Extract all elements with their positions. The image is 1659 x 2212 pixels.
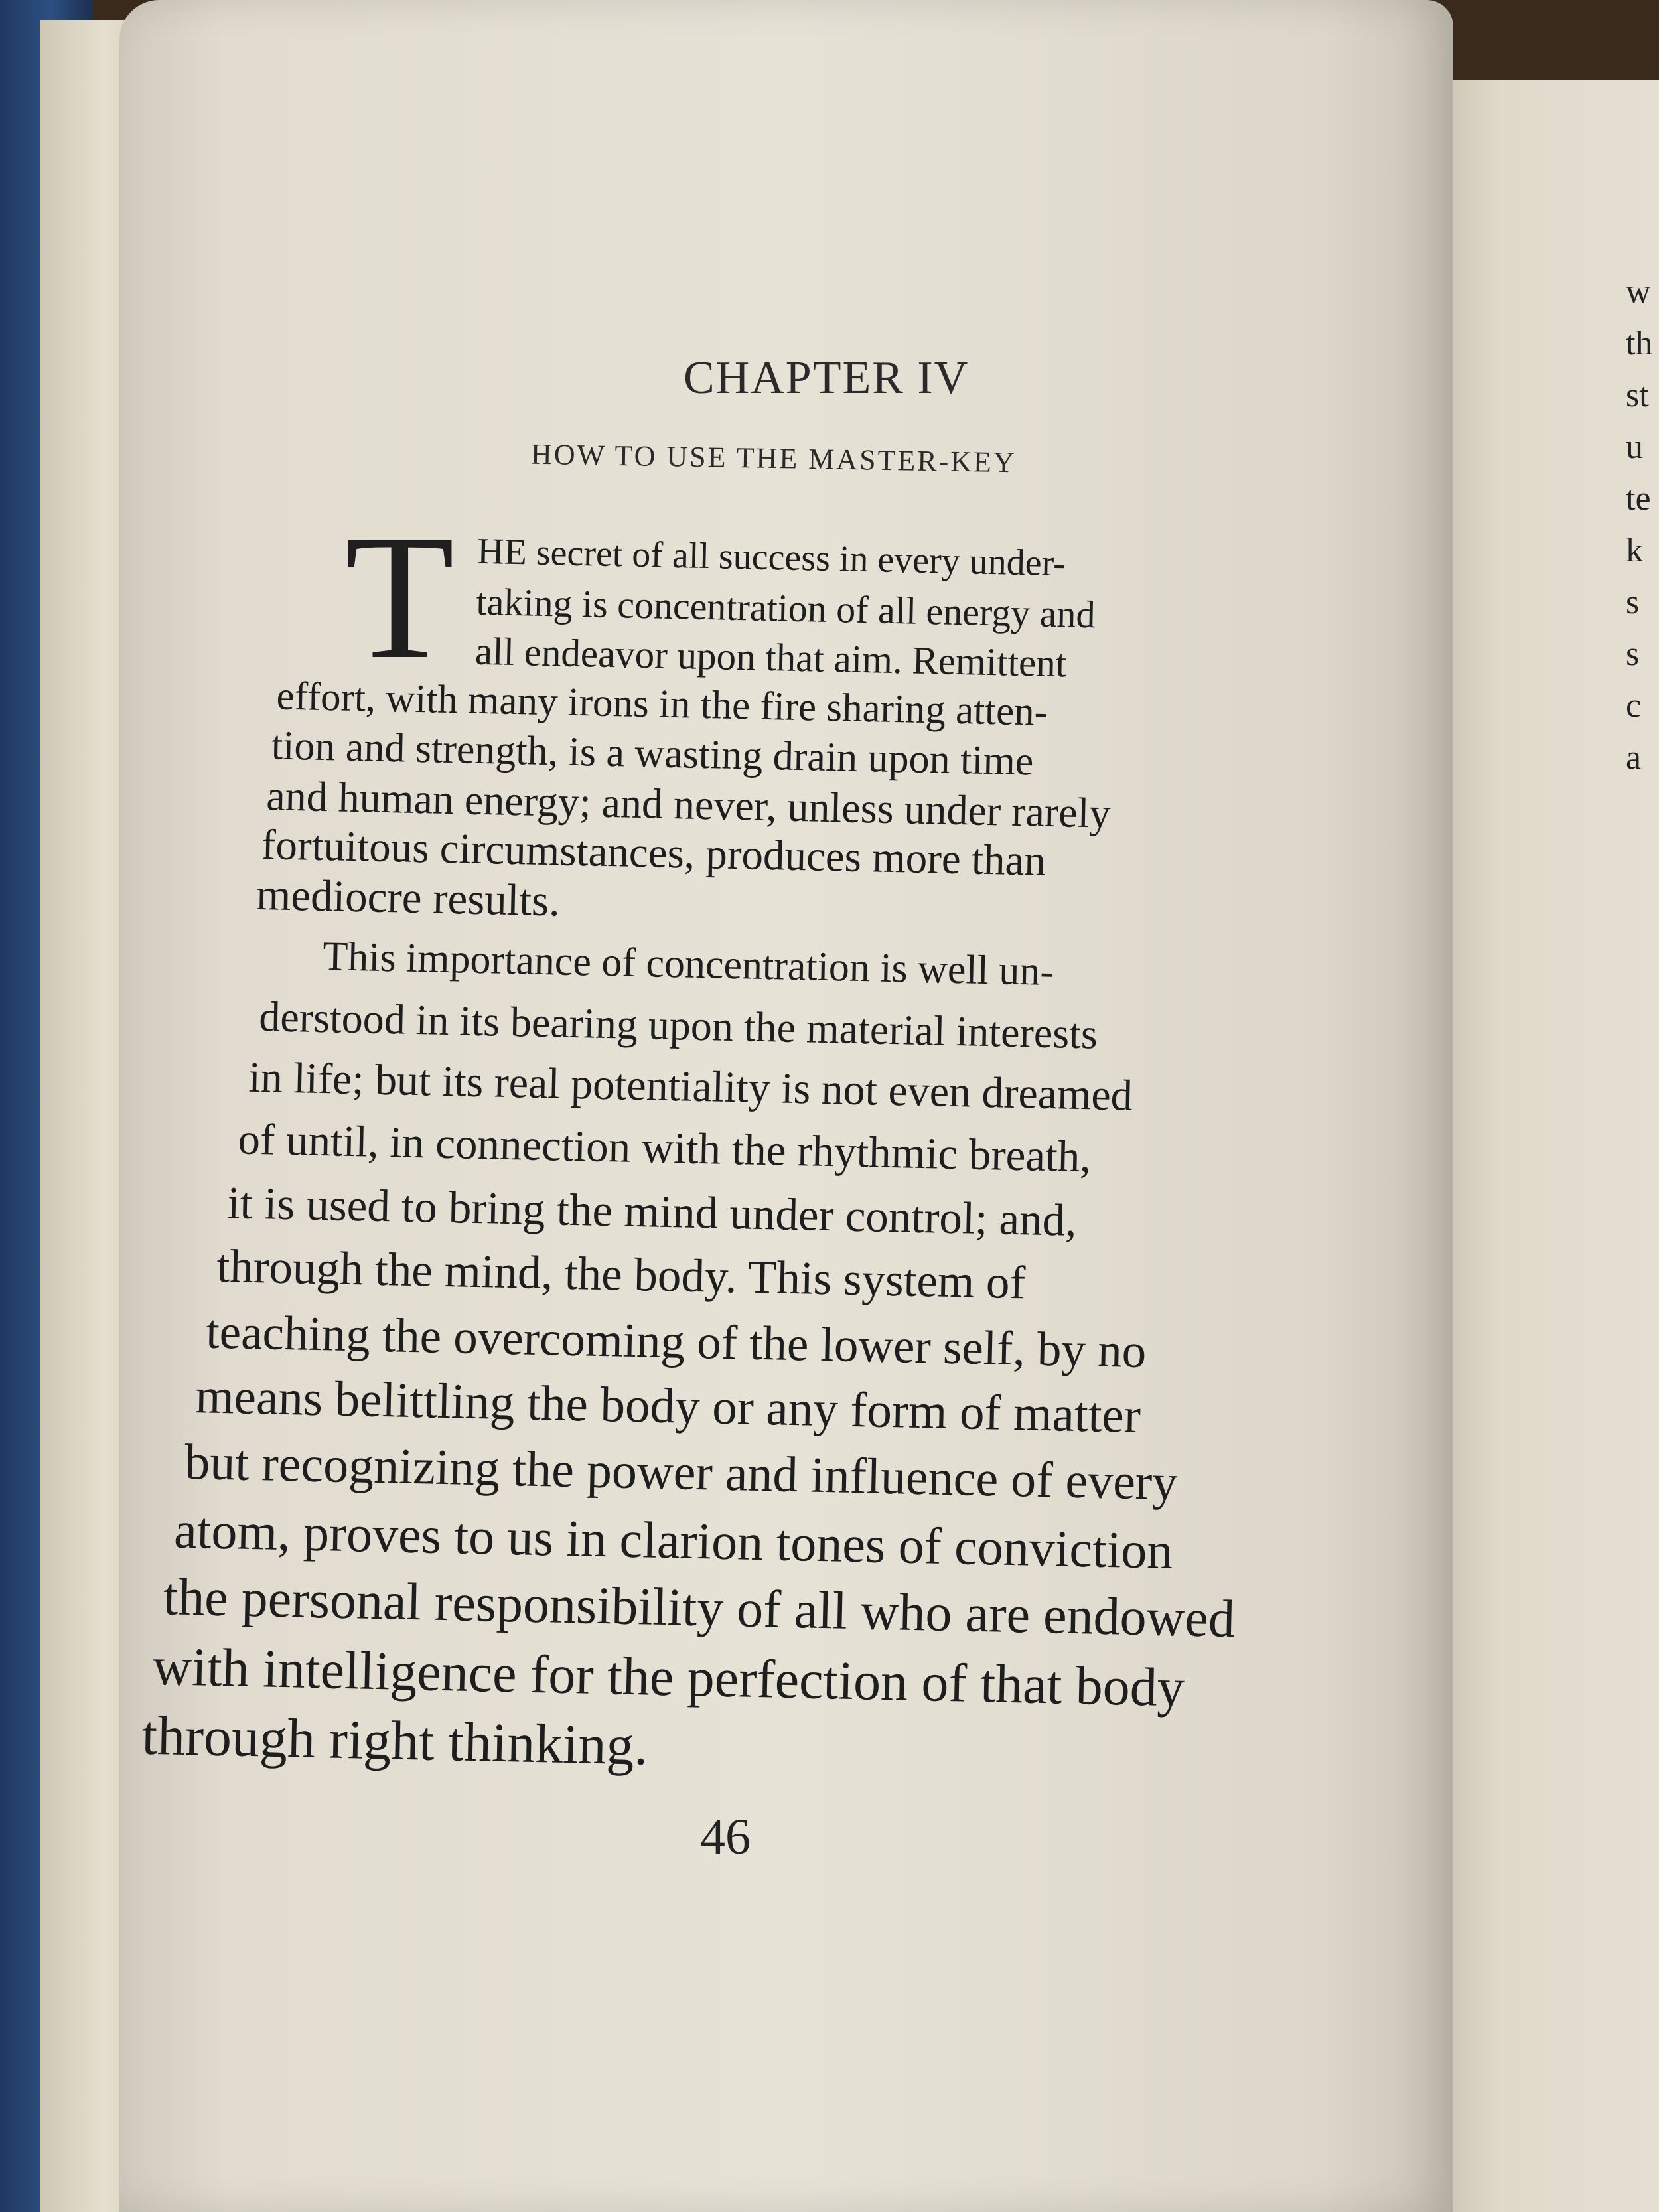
paragraph-1-line: mediocre results. [255, 869, 561, 926]
paragraph-2-line: it is used to bring the mind under control; and, [226, 1177, 1078, 1246]
right-page-fragment: c [1626, 687, 1642, 725]
right-page-fragment: w [1626, 273, 1651, 311]
paragraph-2-line: but recognizing the power and influence of every [184, 1434, 1179, 1511]
paragraph-1-line: effort, with many irons in the fire sharing atten- [275, 674, 1048, 735]
paragraph-2-line: teaching the overcoming of the lower self, by no [205, 1304, 1147, 1378]
paragraph-1-line: fortuitous circumstances, produces more than [261, 821, 1046, 885]
paragraph-1-line: and human energy; and never, unless under rarely [265, 772, 1112, 837]
paragraph-1-line: all endeavor upon that aim. Remittent [474, 628, 1067, 686]
chapter-title: CHAPTER IV [684, 352, 970, 404]
right-page-fragment: te [1626, 480, 1651, 518]
paragraph-1-line: tion and strength, is a wasting drain upon time [271, 723, 1035, 784]
paragraph-2-line: with intelligence for the perfection of that body [152, 1635, 1185, 1718]
paragraph-2-line: means belittling the body or any form of matter [194, 1368, 1141, 1444]
right-page-fragment: st [1626, 376, 1649, 414]
paragraph-1-line: HE secret of all success in every under- [476, 530, 1066, 585]
paragraph-2-line: atom, proves to us in clarion tones of conviction [173, 1501, 1174, 1580]
right-page-fragment: s [1626, 583, 1640, 621]
right-page-fragment: s [1626, 635, 1640, 673]
paragraph-2-line: in life; but its real potentiality is not even dreamed [248, 1053, 1133, 1121]
right-page-fragment: th [1626, 325, 1653, 362]
page-number: 46 [700, 1809, 751, 1865]
chapter-subtitle: HOW TO USE THE MASTER-KEY [530, 437, 1017, 479]
paragraph-2-line: through right thinking. [141, 1704, 649, 1777]
drop-cap: T [345, 498, 455, 696]
right-page-fragment: a [1626, 739, 1642, 776]
paragraph-2-line: of until, in connection with the rhythmic breath, [237, 1114, 1092, 1182]
paragraph-2-line: through the mind, the body. This system of [216, 1240, 1026, 1309]
paragraph-2-line: derstood in its bearing upon the material interests [258, 992, 1098, 1058]
paragraph-2-line: This importance of concentration is well un- [322, 934, 1054, 995]
right-page-fragment: k [1626, 532, 1643, 569]
right-page-fragment: u [1626, 428, 1643, 466]
right-page [1433, 80, 1659, 2212]
paragraph-2-line: the personal responsibility of all who are endowed [163, 1568, 1236, 1649]
paragraph-1-line: taking is concentration of all energy and [475, 579, 1096, 636]
